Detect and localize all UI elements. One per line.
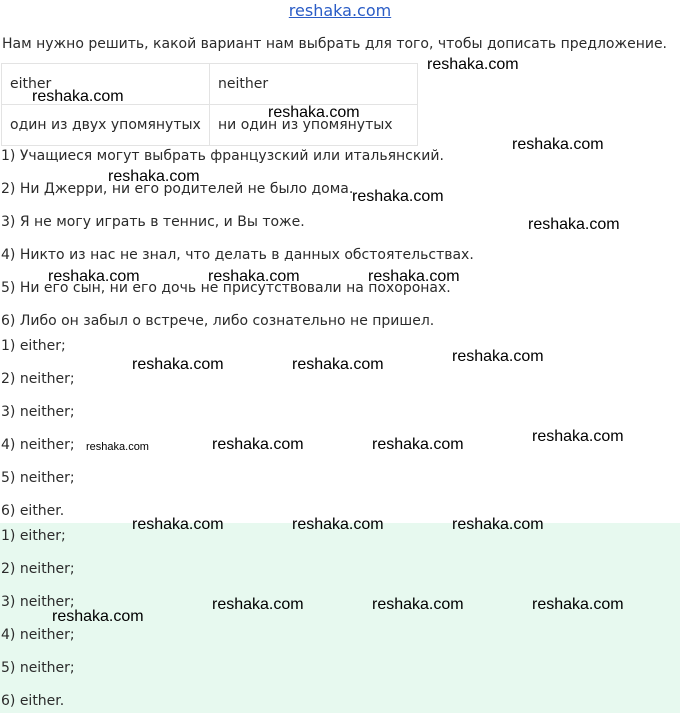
watermark: reshaka.com	[212, 436, 304, 453]
watermark: reshaka.com	[532, 596, 624, 613]
watermark: reshaka.com	[212, 596, 304, 613]
watermark: reshaka.com	[292, 356, 384, 373]
watermark: reshaka.com	[32, 88, 124, 105]
watermark: reshaka.com	[372, 436, 464, 453]
answer-5: 5) neither;	[1, 470, 75, 486]
table-cell-either-meaning: один из двух упомянутых	[2, 105, 210, 146]
site-title[interactable]: reshaka.com	[288, 1, 392, 20]
answer-repeat-2: 2) neither;	[1, 561, 75, 577]
watermark: reshaka.com	[528, 216, 620, 233]
watermark: reshaka.com	[132, 356, 224, 373]
watermark: reshaka.com	[292, 516, 384, 533]
watermark: reshaka.com	[132, 516, 224, 533]
answer-repeat-1: 1) either;	[1, 528, 66, 544]
answer-3: 3) neither;	[1, 404, 75, 420]
watermark: reshaka.com	[352, 188, 444, 205]
answer-1: 1) either;	[1, 338, 66, 354]
table-cell-neither-meaning: ни один из упомянутых	[210, 105, 418, 146]
intro-text: Нам нужно решить, какой вариант нам выбрать для того, чтобы дописать предложение.	[2, 36, 668, 52]
answer-6: 6) either.	[1, 503, 65, 519]
answer-2: 2) neither;	[1, 371, 75, 387]
sentence-6: 6) Либо он забыл о встрече, либо сознательно не пришел.	[1, 313, 435, 329]
watermark: reshaka.com	[372, 596, 464, 613]
table-cell-neither: neither	[210, 64, 418, 105]
table-cell-either: either	[2, 64, 210, 105]
watermark: reshaka.com	[427, 56, 519, 73]
watermark: reshaka.com	[532, 428, 624, 445]
watermark: reshaka.com	[368, 268, 460, 285]
sentence-5: 5) Ни его сын, ни его дочь не присутствовали на похоронах.	[1, 280, 451, 296]
watermark: reshaka.com	[512, 136, 604, 153]
answer-repeat-5: 5) neither;	[1, 660, 75, 676]
answer-4: 4) neither;	[1, 437, 75, 453]
sentence-3: 3) Я не могу играть в теннис, и Вы тоже.	[1, 214, 305, 230]
answer-repeat-3: 3) neither;	[1, 594, 75, 610]
watermark: reshaka.com	[452, 348, 544, 365]
sentence-4: 4) Никто из нас не знал, что делать в данных обстоятельствах.	[1, 247, 474, 263]
watermark: reshaka.com	[208, 268, 300, 285]
watermark: reshaka.com	[86, 441, 149, 453]
sentence-1: 1) Учащиеся могут выбрать французский или итальянский.	[1, 148, 444, 164]
watermark: reshaka.com	[108, 168, 200, 185]
watermark: reshaka.com	[52, 608, 144, 625]
answer-repeat-4: 4) neither;	[1, 627, 75, 643]
watermark: reshaka.com	[452, 516, 544, 533]
watermark: reshaka.com	[268, 104, 360, 121]
sentence-2: 2) Ни Джерри, ни его родителей не было дома.	[1, 181, 354, 197]
watermark: reshaka.com	[48, 268, 140, 285]
answer-repeat-6: 6) either.	[1, 693, 65, 709]
